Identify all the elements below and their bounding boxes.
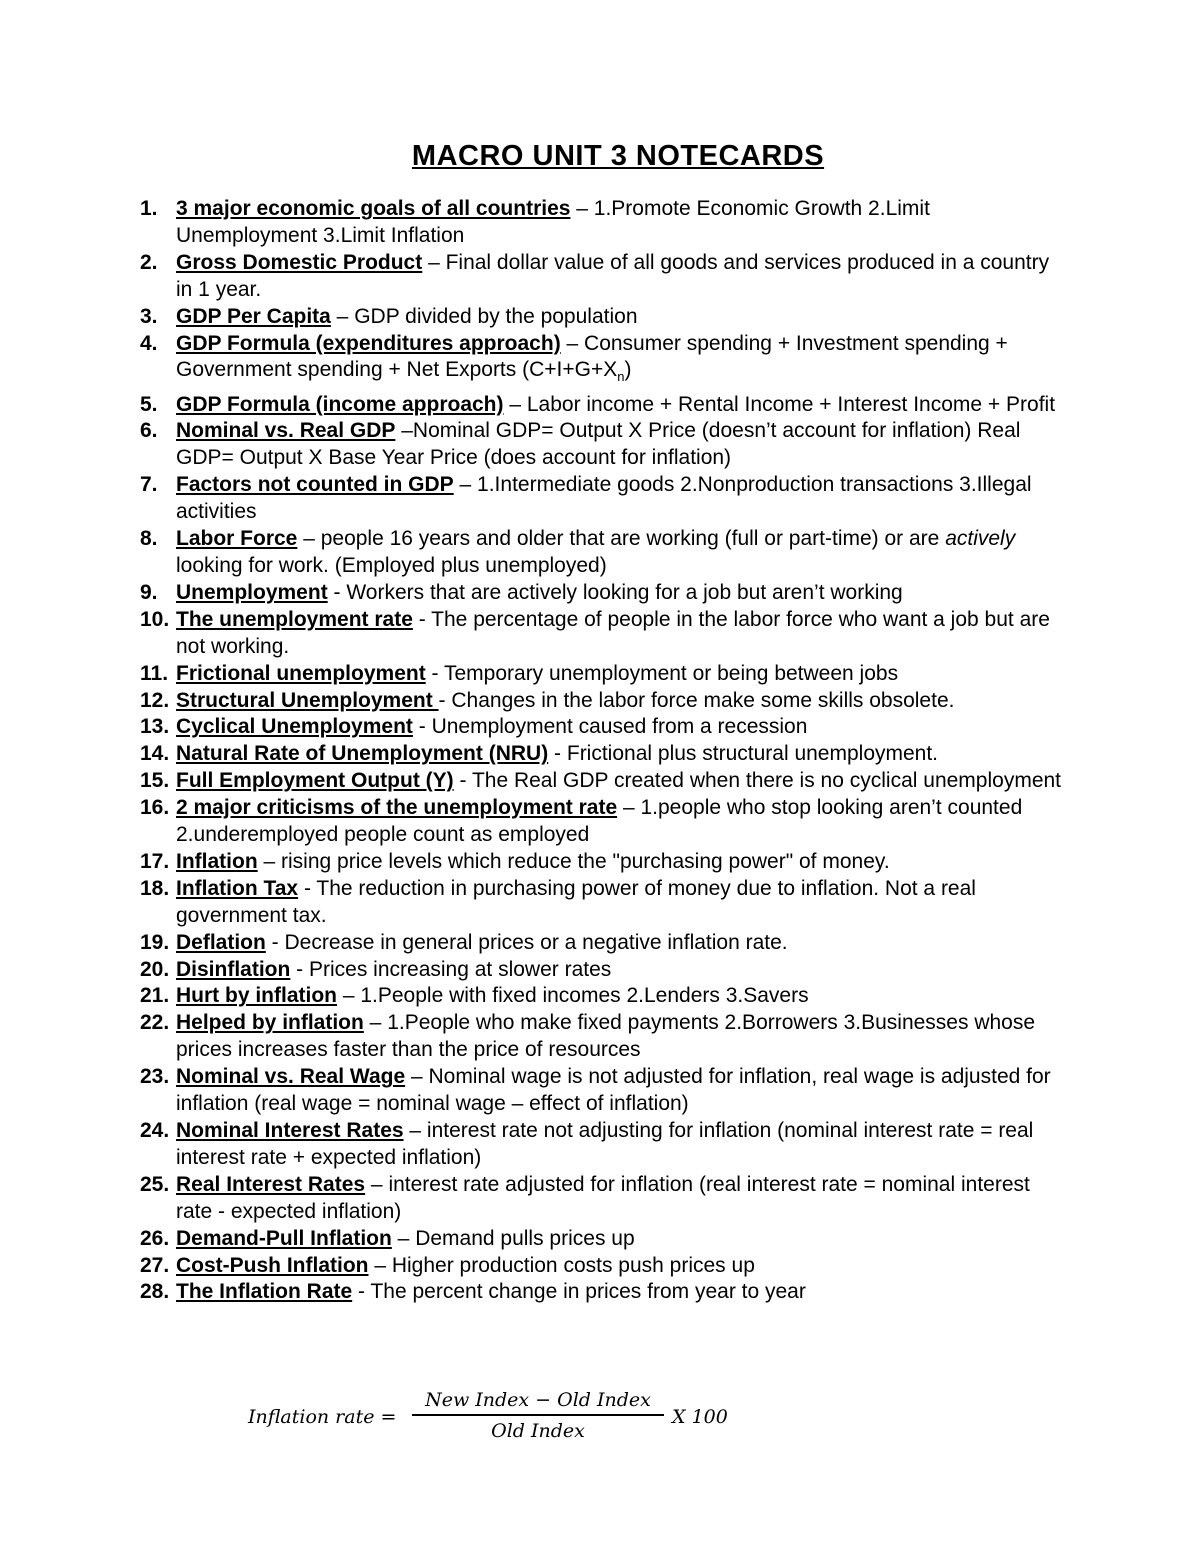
note-term: 2 major criticisms of the unemployment rate [176,796,618,820]
inflation-rate-formula [248,1388,748,1448]
formula-multiplier: X 100 [672,1406,728,1428]
note-number: 9. [140,580,158,604]
note-number: 8. [140,527,158,551]
note-definition: –Nominal GDP= Output X Price (doesn’t account for inflation) Real GDP= Output X Base Year Price (does account for inflation) [176,419,1021,470]
note-number: 5. [140,392,158,416]
note-item [0,331,1200,392]
note-term: Factors not counted in GDP [176,473,454,497]
note-number: 16. [140,796,170,820]
note-number: 13. [140,715,170,739]
note-definition: – 1.Promote Economic Growth 2.Limit Unemployment 3.Limit Inflation [176,197,930,247]
note-number: 1. [140,197,158,220]
note-item [0,1010,1200,1064]
note-number: 7. [140,473,158,497]
note-term: The Inflation Rate [176,1280,353,1304]
note-definition: - Decrease in general prices or a negative inflation rate. [265,930,788,954]
note-number: 28. [140,1280,170,1304]
note-item [0,741,1200,768]
note-term: GDP Formula (income approach) [176,392,504,416]
note-term: Unemployment [176,580,328,604]
note-emphasis: actively [945,527,1016,551]
note-item [0,250,1200,304]
note-definition: – 1.people who stop looking aren’t counted 2.underemployed people count as employed [176,796,1023,847]
formula-numerator: New Index − Old Index [425,1389,651,1411]
note-definition: – Demand pulls prices up [391,1226,635,1250]
note-definition: – Nominal wage is not adjusted for inflation, real wage is adjusted for inflation (real wage = nominal wage – effect of inflation) [176,1065,1051,1116]
note-term: Nominal vs. Real GDP [176,419,396,443]
note-definition: – Labor income + Rental Income + Interest Income + Profit [503,392,1056,416]
note-term: Inflation Tax [176,876,299,900]
note-item [0,1226,1200,1253]
note-term: Helped by inflation [176,1011,364,1035]
note-term: Inflation [176,849,258,873]
note-term: The unemployment rate [176,607,413,631]
note-term: Structural Unemployment [176,688,439,712]
note-term: Nominal vs. Real Wage [176,1065,406,1089]
formula-lhs: Inflation rate = [248,1406,397,1428]
note-definition: - Frictional plus structural unemployment. [548,742,939,766]
note-definition: – people 16 years and older that are working (full or part-time) or are [297,527,946,551]
note-item [0,661,1200,688]
note-definition: – Final dollar value of all goods and services produced in a country in 1 year. [176,250,1050,301]
note-item [0,304,1200,331]
note-number: 12. [140,688,170,712]
note-number: 27. [140,1253,170,1277]
note-term: Hurt by inflation [176,984,337,1008]
note-term: Labor Force [176,527,298,551]
note-item [0,983,1200,1010]
note-number: 14. [140,742,170,766]
note-term: GDP Per Capita [176,304,331,328]
note-definition: – Consumer spending + Investment spending + Government spending + Net Exports (C+I+G+X [176,331,1008,382]
note-number: 10. [140,607,170,631]
note-item [0,1253,1200,1280]
note-item [0,526,1200,580]
note-item [0,607,1200,661]
note-number: 19. [140,930,170,954]
note-number: 6. [140,419,158,443]
note-item [0,472,1200,526]
note-definition: - The reduction in purchasing power of money due to inflation. Not a real government tax. [176,876,976,927]
note-number: 3. [140,304,158,328]
note-definition: - Workers that are actively looking for a job but aren’t working [327,580,903,604]
note-definition-cont: looking for work. (Employed plus unemployed) [176,553,607,577]
page-title: MACRO UNIT 3 NOTECARDS [411,140,825,172]
note-item [0,392,1200,419]
formula-denominator: Old Index [491,1420,585,1442]
note-item [0,196,1200,250]
note-number: 23. [140,1065,170,1089]
note-definition: – interest rate not adjusting for inflation (nominal interest rate = real interest rate + expected inflation) [176,1119,1034,1169]
note-definition: – 1.People who make fixed payments 2.Borrowers 3.Businesses whose prices increases faster than the price of resources [176,1011,1036,1062]
note-term: Disinflation [176,957,291,981]
note-number: 20. [140,957,170,981]
note-term: Gross Domestic Product [176,250,423,274]
note-item [0,1118,1200,1172]
note-number: 17. [140,849,170,873]
note-definition: - Prices increasing at slower rates [290,957,612,981]
note-subscript: n [617,369,625,385]
note-item [0,795,1200,849]
note-number: 25. [140,1172,170,1196]
note-term: Cyclical Unemployment [176,715,413,739]
note-definition: – Higher production costs push prices up [368,1253,755,1277]
note-term: Frictional unemployment [176,661,426,685]
note-term: Cost-Push Inflation [176,1253,369,1277]
note-number: 4. [140,331,158,355]
note-item [0,1064,1200,1118]
note-definition: - Changes in the labor force make some skills obsolete. [438,688,955,712]
note-definition: - The Real GDP created when there is no cyclical unemployment [453,769,1062,793]
note-item [0,957,1200,984]
note-term: Natural Rate of Unemployment (NRU) [176,742,549,766]
note-item [0,714,1200,741]
note-item [0,580,1200,607]
formula-fraction [412,1388,664,1442]
note-number: 11. [140,661,169,685]
note-definition: – 1.Intermediate goods 2.Nonproduction transactions 3.Illegal activities [176,473,1032,524]
note-item [0,876,1200,930]
note-item [0,930,1200,957]
note-definition: – interest rate adjusted for inflation (real interest rate = nominal interest rate - expected inflation) [176,1172,1030,1223]
note-term: Nominal Interest Rates [176,1119,404,1142]
note-number: 22. [140,1011,170,1035]
note-number: 2. [140,250,158,274]
note-definition: - The percent change in prices from year to year [352,1280,806,1304]
note-number: 24. [140,1119,170,1142]
note-number: 18. [140,876,170,900]
note-definition: - Temporary unemployment or being between jobs [425,661,899,685]
note-term: Demand-Pull Inflation [176,1226,392,1250]
note-definition: – rising price levels which reduce the "purchasing power" of money. [257,849,890,873]
note-number: 26. [140,1226,170,1250]
note-term: Full Employment Output (Y) [176,769,454,793]
note-definition-cont: ) [624,358,632,382]
note-term: 3 major economic goals of all countries [176,197,571,220]
note-number: 21. [140,984,170,1008]
note-definition: - The percentage of people in the labor force who want a job but are not working. [176,607,1050,658]
note-definition: – GDP divided by the population [330,304,638,328]
note-definition: – 1.People with fixed incomes 2.Lenders 3.Savers [337,984,809,1008]
note-item [0,768,1200,795]
note-item [0,1172,1200,1226]
note-term: GDP Formula (expenditures approach) [176,331,561,355]
note-item [0,849,1200,876]
note-term: Deflation [176,930,266,954]
note-number: 15. [140,769,170,793]
note-definition: - Unemployment caused from a recession [412,715,808,739]
note-term: Real Interest Rates [176,1172,366,1196]
notecard-list [0,196,1200,1306]
note-item [0,1279,1200,1306]
note-item [0,418,1200,472]
note-item [0,688,1200,715]
